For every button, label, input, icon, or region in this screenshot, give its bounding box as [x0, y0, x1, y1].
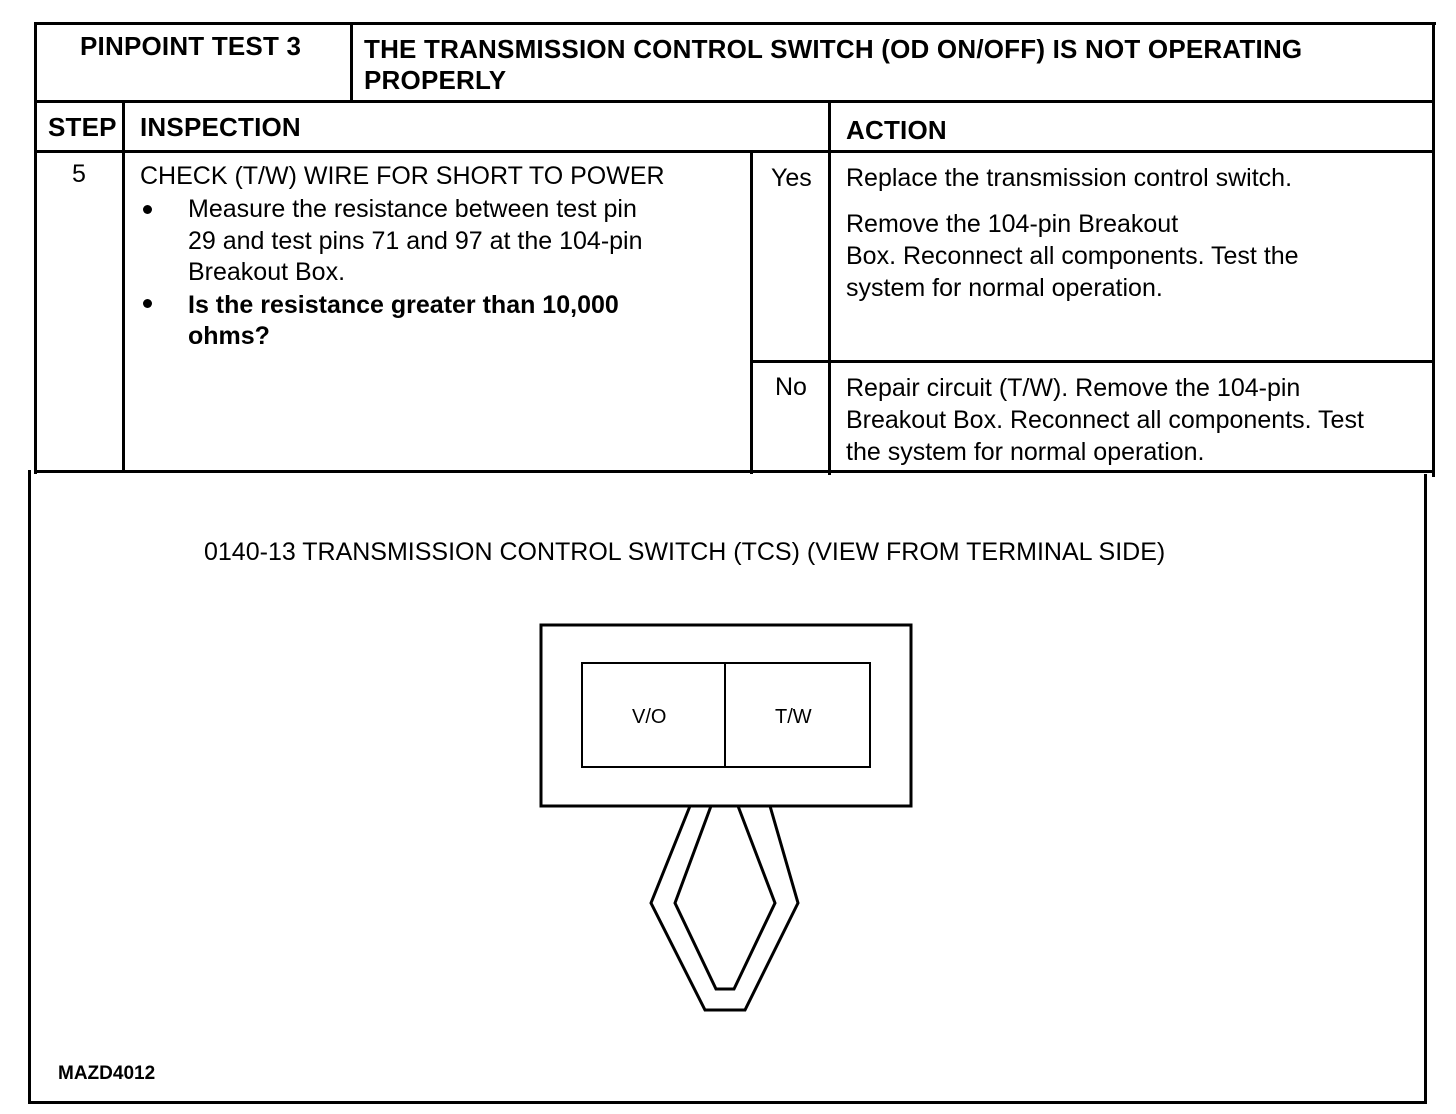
bullet-question-line2: ohms?	[188, 322, 270, 350]
test-title-line2: PROPERLY	[364, 65, 507, 95]
yes-action-line2: Box. Reconnect all components. Test the	[846, 242, 1299, 270]
column-header-action: ACTION	[846, 115, 947, 145]
check-title: CHECK (T/W) WIRE FOR SHORT TO POWER	[140, 162, 665, 190]
yes-action-line1: Remove the 104-pin Breakout	[846, 210, 1179, 238]
no-action-line3: the system for normal operation.	[846, 438, 1205, 466]
wire-loop-inner	[675, 806, 775, 989]
answer-yes-label: Yes	[771, 164, 812, 192]
no-action-line1: Repair circuit (T/W). Remove the 104-pin	[846, 374, 1301, 402]
test-title-line1: THE TRANSMISSION CONTROL SWITCH (OD ON/OFF) IS NOT OPERATING	[364, 34, 1303, 64]
column-header-inspection: INSPECTION	[140, 112, 301, 142]
terminal-label-vo: V/O	[632, 706, 667, 728]
answer-no-label: No	[775, 373, 807, 401]
no-action-line2: Breakout Box. Reconnect all components. Test	[846, 406, 1364, 434]
yes-action-line3: system for normal operation.	[846, 274, 1163, 302]
yes-action-replace: Replace the transmission control switch.	[846, 164, 1293, 192]
step-number: 5	[72, 160, 86, 188]
bullet-measure-line2: 29 and test pins 71 and 97 at the 104-pin	[188, 227, 643, 255]
bullet-question-line1: Is the resistance greater than 10,000	[188, 291, 619, 319]
terminal-label-tw: T/W	[775, 706, 812, 728]
pinpoint-test-label: PINPOINT TEST 3	[80, 31, 302, 61]
bullet-measure-line3: Breakout Box.	[188, 258, 346, 286]
figure-caption: 0140-13 TRANSMISSION CONTROL SWITCH (TCS) (VIEW FROM TERMINAL SIDE)	[204, 538, 1166, 566]
wire-loop-outer	[651, 806, 798, 1010]
column-header-step: STEP	[48, 112, 117, 142]
bullet-measure-line1: Measure the resistance between test pin	[188, 195, 637, 223]
figure-id: MAZD4012	[58, 1063, 156, 1084]
